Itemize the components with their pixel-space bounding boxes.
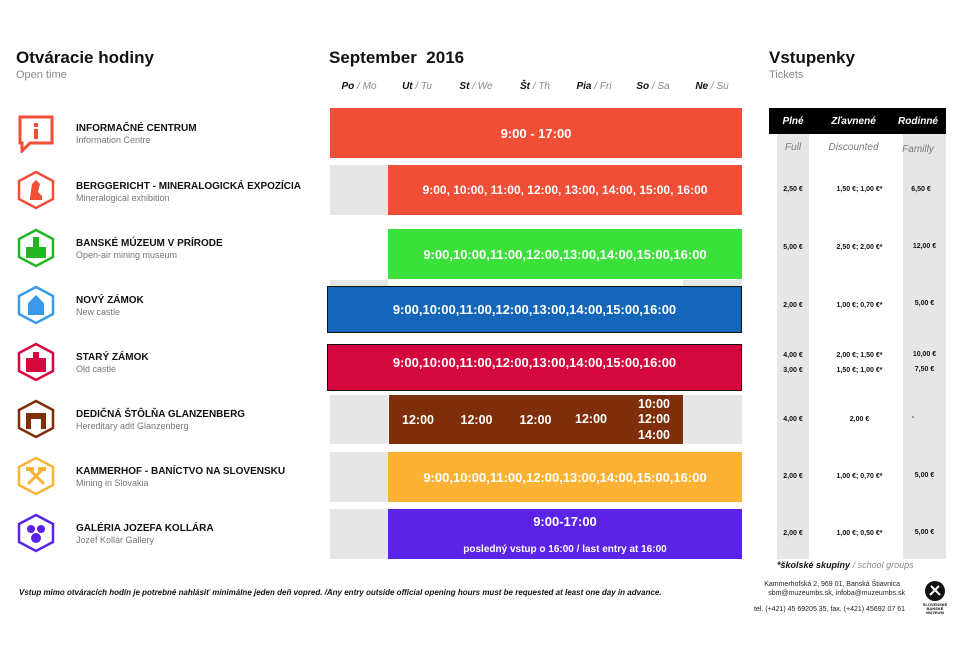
price-family: 5,00 € bbox=[914, 529, 935, 536]
hours-text: 9:00,10:00,11:00,12:00,13:00,14:00,15:00,16:00 bbox=[392, 355, 677, 370]
hours-text: 9:00,10:00,11:00,12:00,13:00,14:00,15:00,16:00 bbox=[423, 469, 707, 485]
price-discounted: 1,00 €; 0,70 €* bbox=[836, 302, 883, 309]
price-full: 2,00 € bbox=[783, 473, 803, 480]
price-full: 2,50 € bbox=[783, 186, 803, 193]
day-wednesday: St / We bbox=[459, 81, 493, 92]
price-column-full bbox=[777, 134, 809, 559]
contact-phone: tel. (+421) 45 69205 35, fax. (+421) 45692 07 61 bbox=[753, 606, 905, 613]
price-discounted: 2,00 €; 1,50 €* bbox=[836, 352, 883, 359]
day-sunday: Ne / Su bbox=[695, 81, 729, 92]
price-family-secondary: 7,50 € bbox=[914, 366, 935, 373]
gallery-icon bbox=[16, 513, 56, 553]
venue-subtitle: Open-air mining museum bbox=[76, 250, 178, 260]
tower-icon bbox=[16, 285, 56, 325]
price-discounted: 2,00 € bbox=[849, 416, 870, 423]
page-title: Otváracie hodiny bbox=[16, 48, 154, 67]
hours-text: 9:00,10:00,11:00,12:00,13:00,14:00,15:00,16:00 bbox=[392, 302, 677, 317]
closed-cell bbox=[330, 165, 388, 215]
venue-subtitle: New castle bbox=[76, 307, 121, 317]
closed-cell bbox=[330, 509, 388, 559]
museum-logo-icon bbox=[924, 580, 946, 602]
venue-name: DEDIČNÁ ŠTÔLŇA GLANZENBERG bbox=[76, 409, 246, 420]
price-sub-family: Familly bbox=[902, 144, 934, 155]
contact-email: sbm@muzeumbs.sk, infoba@muzeumbs.sk bbox=[768, 590, 905, 597]
tickets-subtitle: Tickets bbox=[769, 69, 804, 81]
hours-text: 9:00,10:00,11:00,12:00,13:00,14:00,15:00,16:00 bbox=[423, 246, 707, 262]
day-saturday: So / Sa bbox=[636, 81, 670, 92]
venue-name: BANSKÉ MÚZEUM V PRÍRODE bbox=[76, 238, 223, 249]
price-column-family bbox=[903, 134, 946, 559]
hours-bar bbox=[388, 165, 742, 215]
price-head-discounted: Zľavnené bbox=[817, 108, 890, 134]
hours-text: 9:00 - 17:00 bbox=[500, 125, 572, 141]
venue-name: KAMMERHOF - BANÍCTVO NA SLOVENSKU bbox=[76, 466, 286, 477]
closed-cell bbox=[683, 395, 742, 444]
hours-text: 9:00, 10:00, 11:00, 12:00, 13:00, 14:00, 15:00, 16:00 bbox=[422, 183, 708, 197]
hours-text: 12:00 bbox=[575, 412, 607, 426]
price-discounted: 1,50 €; 1,00 €* bbox=[836, 186, 883, 193]
venue-subtitle: Mining in Slovakia bbox=[76, 478, 149, 488]
tickets-title: Vstupenky bbox=[769, 48, 855, 67]
day-thursday: Št / Th bbox=[519, 81, 550, 92]
hours-text: 9:00-17:00 bbox=[533, 514, 597, 529]
price-discounted: 1,00 €; 0,70 €* bbox=[836, 473, 883, 480]
hours-text: 12:00 bbox=[638, 412, 670, 426]
venue-name: INFORMAČNÉ CENTRUM bbox=[76, 123, 197, 134]
hours-bar bbox=[327, 286, 742, 333]
venue-subtitle: Old castle bbox=[76, 364, 117, 374]
price-full-secondary: 3,00 € bbox=[783, 367, 803, 374]
venue-name: BERGGERICHT - MINERALOGICKÁ EXPOZÍCIA bbox=[76, 181, 302, 192]
day-monday: Po / Mo bbox=[341, 81, 377, 92]
price-family: 12,00 € bbox=[912, 243, 937, 250]
page-subtitle: Open time bbox=[16, 69, 67, 81]
venue-subtitle: Mineralogical exhibition bbox=[76, 193, 170, 203]
price-head-family: Rodinné bbox=[890, 108, 946, 134]
hours-text: 14:00 bbox=[638, 428, 670, 442]
hours-text: 10:00 bbox=[638, 397, 670, 411]
price-sub-discounted: Discounted bbox=[828, 142, 879, 153]
price-discounted-secondary: 1,50 €; 1,00 €* bbox=[836, 367, 883, 374]
mineral-icon bbox=[16, 170, 56, 210]
hours-bar bbox=[388, 229, 742, 279]
price-sub-full: Full bbox=[784, 142, 802, 153]
hammers-icon bbox=[16, 456, 56, 496]
price-family: 5,00 € bbox=[914, 300, 935, 307]
price-discounted: 1,00 €; 0,50 €* bbox=[836, 530, 883, 537]
price-family: 6,50 € bbox=[911, 186, 931, 193]
venue-subtitle: Information Centre bbox=[76, 135, 151, 145]
hours-text: 12:00 bbox=[460, 413, 493, 427]
info-icon bbox=[16, 113, 56, 153]
museum-logo-text: SLOVENSKÉ BANSKÉ MÚZEUM bbox=[922, 602, 948, 615]
footer-note: Vstup mimo otváracích hodín je potrebné nahlásiť minimálne jeden deň vopred. /Any entry outside official opening hours must be requested at least one day in advance. bbox=[19, 588, 662, 597]
school-groups-note: *školské skupiny / school groups bbox=[777, 560, 914, 570]
venue-subtitle: Hereditary adit Glanzenberg bbox=[76, 421, 189, 431]
contact-address: Kammerhofská 2, 969 01, Banská Štiavnica bbox=[764, 581, 900, 588]
hours-text: 12:00 bbox=[402, 413, 434, 427]
price-full: 2,00 € bbox=[783, 530, 803, 537]
hours-bar bbox=[330, 108, 742, 158]
last-entry-note: posledný vstup o 16:00 / last entry at 16:00 bbox=[463, 544, 667, 555]
hours-bar bbox=[327, 344, 742, 391]
hours-bar bbox=[388, 452, 742, 502]
day-friday: Pia / Fri bbox=[576, 81, 612, 92]
price-full: 5,00 € bbox=[783, 244, 803, 251]
venue-name: STARÝ ZÁMOK bbox=[76, 352, 149, 363]
closed-cell bbox=[330, 395, 388, 444]
hours-text: 12:00 bbox=[519, 413, 552, 427]
price-family: - bbox=[911, 414, 915, 421]
venue-subtitle: Jozef Kollár Gallery bbox=[76, 535, 155, 545]
price-full: 4,00 € bbox=[783, 352, 803, 359]
castle-icon bbox=[16, 342, 56, 382]
price-full: 4,00 € bbox=[783, 416, 803, 423]
price-family: 5,00 € bbox=[914, 472, 935, 479]
price-head-full: Plné bbox=[769, 108, 817, 134]
adit-icon bbox=[16, 399, 56, 439]
price-full: 2,00 € bbox=[783, 302, 803, 309]
price-family: 10,00 € bbox=[912, 351, 937, 358]
mine-tower-icon bbox=[16, 228, 56, 268]
price-discounted: 2,50 €; 2,00 €* bbox=[836, 244, 883, 251]
day-tuesday: Ut / Tu bbox=[402, 81, 432, 92]
venue-name: GALÉRIA JOZEFA KOLLÁRA bbox=[76, 523, 214, 534]
venue-name: NOVÝ ZÁMOK bbox=[76, 295, 144, 306]
month-title: September 2016 bbox=[329, 48, 465, 67]
closed-cell bbox=[330, 452, 388, 502]
